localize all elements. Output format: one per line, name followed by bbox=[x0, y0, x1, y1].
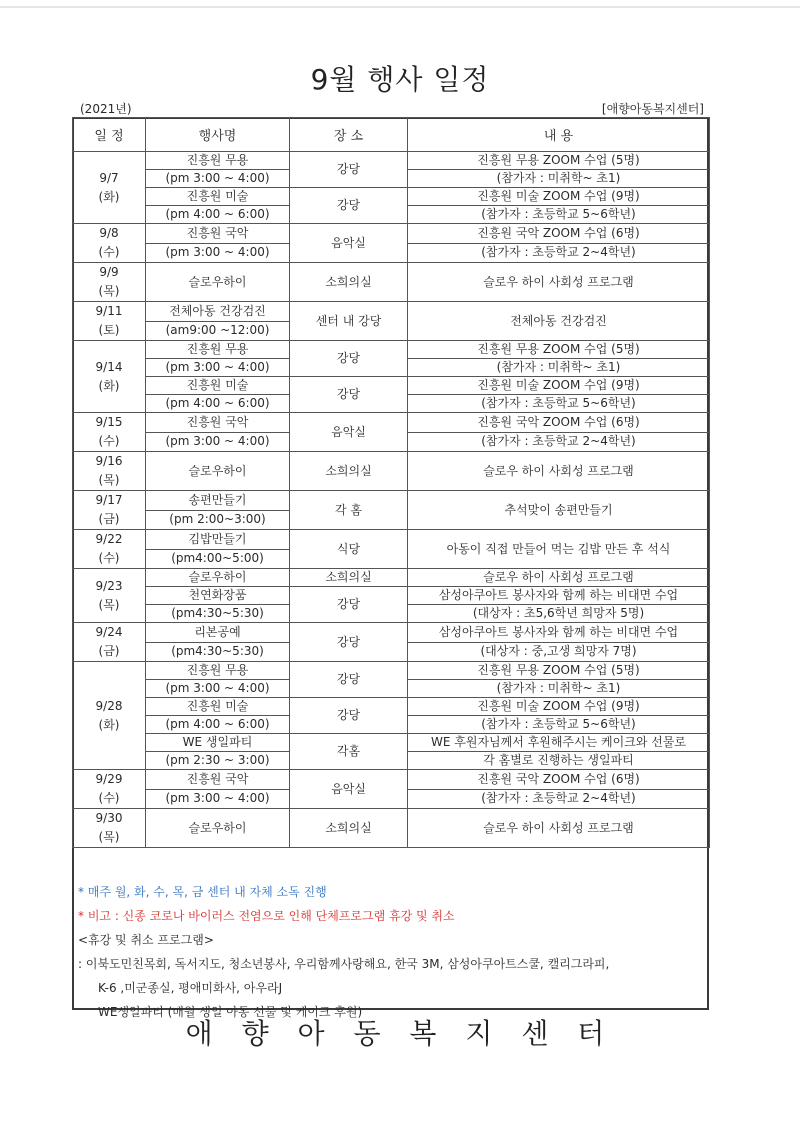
event-name-cell: 진흥원 무용 bbox=[146, 152, 290, 170]
weekday-text: (화) bbox=[98, 378, 120, 393]
table-row bbox=[73, 413, 710, 433]
weekday-text: (수) bbox=[98, 791, 120, 805]
date-cell bbox=[73, 263, 146, 302]
date-text: 9/23 bbox=[95, 578, 123, 593]
event-participants-cell: (대상자 : 중,고생 희망자 7명) bbox=[408, 642, 710, 662]
event-name-cell: 진흥원 국악 bbox=[146, 770, 290, 790]
event-participants-cell: (참가자 : 초등학교 5~6학년) bbox=[408, 395, 710, 413]
table-row bbox=[73, 152, 710, 170]
footer-org-name: 애 향 아 동 복 지 센 터 bbox=[185, 1017, 615, 1050]
date-cell bbox=[73, 224, 146, 263]
event-participants-cell: (참가자 : 초등학교 5~6학년) bbox=[408, 716, 710, 734]
event-place-cell: 각홈 bbox=[290, 734, 408, 770]
event-name-cell: 진흥원 국악 bbox=[146, 413, 290, 433]
date-text: 9/28 bbox=[95, 698, 123, 713]
event-content-cell: 삼성아쿠아트 봉사자와 함께 하는 비대면 수업 bbox=[408, 587, 710, 605]
event-participants-cell: (참가자 : 초등학교 2~4학년) bbox=[408, 432, 710, 452]
date-cell bbox=[73, 152, 146, 224]
event-participants-cell: (참가자 : 미취학~ 초1) bbox=[408, 680, 710, 698]
event-content-cell: 전체아동 건강검진 bbox=[408, 302, 710, 341]
event-content-cell: 진흥원 무용 ZOOM 수업 (5명) bbox=[408, 152, 710, 170]
event-name-cell: 진흥원 무용 bbox=[146, 341, 290, 359]
event-time-cell: (pm 2:30 ~ 3:00) bbox=[146, 752, 290, 770]
weekday-text: (토) bbox=[98, 323, 120, 337]
schedule-table bbox=[72, 117, 710, 848]
header-event: 행사명 bbox=[146, 118, 290, 152]
table-row bbox=[73, 188, 710, 206]
event-place-cell: 센터 내 강당 bbox=[290, 302, 408, 341]
event-place-cell: 강당 bbox=[290, 587, 408, 623]
weekday-text: (목) bbox=[98, 830, 120, 844]
table-row bbox=[73, 734, 710, 752]
header-date: 일 정 bbox=[73, 118, 146, 152]
weekday-text: (수) bbox=[98, 434, 120, 448]
event-time-cell: (pm 4:00 ~ 6:00) bbox=[146, 206, 290, 224]
event-content-cell: 진흥원 국악 ZOOM 수업 (6명) bbox=[408, 770, 710, 790]
event-name-cell: 슬로우하이 bbox=[146, 569, 290, 587]
event-name-cell: 송편만들기 bbox=[146, 491, 290, 511]
event-time-cell: (pm 4:00 ~ 6:00) bbox=[146, 716, 290, 734]
event-content-cell: 슬로우 하이 사회성 프로그램 bbox=[408, 569, 710, 587]
weekday-text: (목) bbox=[98, 597, 120, 612]
event-participants-cell: (참가자 : 초등학교 5~6학년) bbox=[408, 206, 710, 224]
date-text: 9/24 bbox=[95, 625, 123, 639]
event-name-cell: 슬로우하이 bbox=[146, 263, 290, 302]
date-text: 9/17 bbox=[95, 493, 123, 507]
event-participants-cell: (참가자 : 미취학~ 초1) bbox=[408, 359, 710, 377]
event-content-cell: 추석맞이 송편만들기 bbox=[408, 491, 710, 530]
event-content-cell: 아동이 직접 만들어 먹는 김밥 만든 후 석식 bbox=[408, 530, 710, 569]
event-content-cell: 진흥원 미술 ZOOM 수업 (9명) bbox=[408, 188, 710, 206]
date-cell bbox=[73, 452, 146, 491]
weekday-text: (목) bbox=[98, 473, 120, 487]
event-place-cell: 소희의실 bbox=[290, 809, 408, 848]
date-cell bbox=[73, 530, 146, 569]
event-name-cell: 진흥원 미술 bbox=[146, 698, 290, 716]
event-place-cell: 강당 bbox=[290, 698, 408, 734]
event-name-cell: 전체아동 건강검진 bbox=[146, 302, 290, 322]
event-time-cell: (pm 3:00 ~ 4:00) bbox=[146, 243, 290, 263]
weekday-text: (화) bbox=[98, 189, 120, 204]
scan-edge-line bbox=[0, 6, 800, 8]
weekday-text: (화) bbox=[98, 717, 120, 732]
event-name-cell: 진흥원 무용 bbox=[146, 662, 290, 680]
event-participants-cell: (대상자 : 초5,6학년 희망자 5명) bbox=[408, 605, 710, 623]
year-label: (2021년) bbox=[80, 102, 132, 116]
table-row bbox=[73, 341, 710, 359]
weekday-text: (금) bbox=[98, 644, 120, 658]
weekday-text: (금) bbox=[98, 512, 120, 526]
event-content-cell: 진흥원 무용 ZOOM 수업 (5명) bbox=[408, 662, 710, 680]
date-cell bbox=[73, 302, 146, 341]
date-cell bbox=[73, 413, 146, 452]
event-time-cell: (pm 3:00 ~ 4:00) bbox=[146, 432, 290, 452]
event-time-cell: (am9:00 ~12:00) bbox=[146, 321, 290, 341]
event-place-cell: 음악실 bbox=[290, 224, 408, 263]
note-cancelled-list-3: WE생일파티 (매월 생일 아동 선물 및 케이크 후원) bbox=[98, 1005, 363, 1019]
event-time-cell: (pm 3:00 ~ 4:00) bbox=[146, 359, 290, 377]
event-place-cell: 소희의실 bbox=[290, 452, 408, 491]
date-cell bbox=[73, 623, 146, 662]
table-row bbox=[73, 623, 710, 643]
date-text: 9/16 bbox=[95, 454, 123, 468]
event-place-cell: 강당 bbox=[290, 341, 408, 377]
date-text: 9/30 bbox=[95, 811, 123, 825]
date-cell bbox=[73, 809, 146, 848]
date-text: 9/15 bbox=[95, 415, 123, 429]
table-row bbox=[73, 698, 710, 716]
table-row bbox=[73, 662, 710, 680]
note-cancelled-list-2: K-6 ,미군종실, 평애미화사, 아우라J bbox=[98, 981, 283, 995]
event-place-cell: 소희의실 bbox=[290, 263, 408, 302]
date-text: 9/14 bbox=[95, 359, 123, 374]
note-remark: * 비고 : 신종 코로나 바이러스 전염으로 인해 단체프로그램 휴강 및 취소 bbox=[78, 909, 455, 923]
table-row bbox=[73, 224, 710, 244]
event-place-cell: 음악실 bbox=[290, 770, 408, 809]
table-header-row bbox=[73, 118, 710, 152]
event-time-cell: (pm4:30~5:30) bbox=[146, 605, 290, 623]
event-time-cell: (pm4:00~5:00) bbox=[146, 549, 290, 569]
event-content-cell: 진흥원 미술 ZOOM 수업 (9명) bbox=[408, 698, 710, 716]
event-content-cell: 슬로우 하이 사회성 프로그램 bbox=[408, 452, 710, 491]
header-place: 장 소 bbox=[290, 118, 408, 152]
event-participants-cell: (참가자 : 초등학교 2~4학년) bbox=[408, 789, 710, 809]
date-text: 9/9 bbox=[99, 265, 119, 279]
org-tag: [애향아동복지센터] bbox=[601, 102, 704, 116]
date-cell bbox=[73, 662, 146, 770]
event-content-cell: 슬로우 하이 사회성 프로그램 bbox=[408, 809, 710, 848]
event-name-cell: 진흥원 국악 bbox=[146, 224, 290, 244]
event-time-cell: (pm4:30~5:30) bbox=[146, 642, 290, 662]
event-name-cell: 리본공예 bbox=[146, 623, 290, 643]
note-cancelled-heading: <휴강 및 취소 프로그램> bbox=[78, 933, 214, 947]
page-title: 9월 행사 일정 bbox=[310, 63, 490, 96]
event-content-cell: 진흥원 무용 ZOOM 수업 (5명) bbox=[408, 341, 710, 359]
event-time-cell: (pm 3:00 ~ 4:00) bbox=[146, 680, 290, 698]
event-participants-cell: (참가자 : 초등학교 2~4학년) bbox=[408, 243, 710, 263]
event-name-cell: 슬로우하이 bbox=[146, 452, 290, 491]
event-content-cell: WE 후원자님께서 후원해주시는 케이크와 선물로 bbox=[408, 734, 710, 752]
weekday-text: (수) bbox=[98, 245, 120, 259]
event-place-cell: 강당 bbox=[290, 152, 408, 188]
event-place-cell: 식당 bbox=[290, 530, 408, 569]
date-cell bbox=[73, 770, 146, 809]
date-text: 9/22 bbox=[95, 532, 123, 546]
event-place-cell: 강당 bbox=[290, 623, 408, 662]
weekday-text: (목) bbox=[98, 284, 120, 298]
table-row bbox=[73, 770, 710, 790]
date-text: 9/11 bbox=[95, 304, 123, 318]
event-content-cell: 진흥원 국악 ZOOM 수업 (6명) bbox=[408, 413, 710, 433]
event-name-cell: 김밥만들기 bbox=[146, 530, 290, 550]
weekday-text: (수) bbox=[98, 551, 120, 565]
note-cancelled-list-1: : 이북도민친목회, 독서지도, 청소년봉사, 우리함께사랑해요, 한국 3M, 삼성아쿠아트스쿨, 캘리그라피, bbox=[78, 957, 610, 971]
event-place-cell: 음악실 bbox=[290, 413, 408, 452]
event-name-cell: 진흥원 미술 bbox=[146, 377, 290, 395]
event-place-cell: 강당 bbox=[290, 188, 408, 224]
table-row bbox=[73, 302, 710, 322]
table-row bbox=[73, 530, 710, 550]
schedule-body bbox=[73, 152, 710, 848]
date-text: 9/29 bbox=[95, 772, 123, 786]
event-place-cell: 소희의실 bbox=[290, 569, 408, 587]
event-participants-cell: 각 홈별로 진행하는 생일파티 bbox=[408, 752, 710, 770]
event-time-cell: (pm 3:00 ~ 4:00) bbox=[146, 789, 290, 809]
event-time-cell: (pm 2:00~3:00) bbox=[146, 510, 290, 530]
notes-section bbox=[78, 880, 703, 1024]
event-name-cell: 천연화장품 bbox=[146, 587, 290, 605]
event-content-cell: 진흥원 국악 ZOOM 수업 (6명) bbox=[408, 224, 710, 244]
date-cell bbox=[73, 491, 146, 530]
header-content: 내 용 bbox=[408, 118, 710, 152]
event-time-cell: (pm 3:00 ~ 4:00) bbox=[146, 170, 290, 188]
event-content-cell: 진흥원 미술 ZOOM 수업 (9명) bbox=[408, 377, 710, 395]
table-row bbox=[73, 587, 710, 605]
event-place-cell: 각 홈 bbox=[290, 491, 408, 530]
event-name-cell: WE 생일파티 bbox=[146, 734, 290, 752]
date-cell bbox=[73, 569, 146, 623]
event-time-cell: (pm 4:00 ~ 6:00) bbox=[146, 395, 290, 413]
event-place-cell: 강당 bbox=[290, 377, 408, 413]
event-name-cell: 슬로우하이 bbox=[146, 809, 290, 848]
note-disinfection: * 매주 월, 화, 수, 목, 금 센터 내 자체 소독 진행 bbox=[78, 885, 327, 899]
event-participants-cell: (참가자 : 미취학~ 초1) bbox=[408, 170, 710, 188]
date-cell bbox=[73, 341, 146, 413]
table-row bbox=[73, 377, 710, 395]
event-name-cell: 진흥원 미술 bbox=[146, 188, 290, 206]
event-content-cell: 슬로우 하이 사회성 프로그램 bbox=[408, 263, 710, 302]
event-place-cell: 강당 bbox=[290, 662, 408, 698]
table-row bbox=[73, 491, 710, 511]
date-text: 9/8 bbox=[99, 226, 119, 240]
date-text: 9/7 bbox=[99, 170, 119, 185]
event-content-cell: 삼성아쿠아트 봉사자와 함께 하는 비대면 수업 bbox=[408, 623, 710, 643]
